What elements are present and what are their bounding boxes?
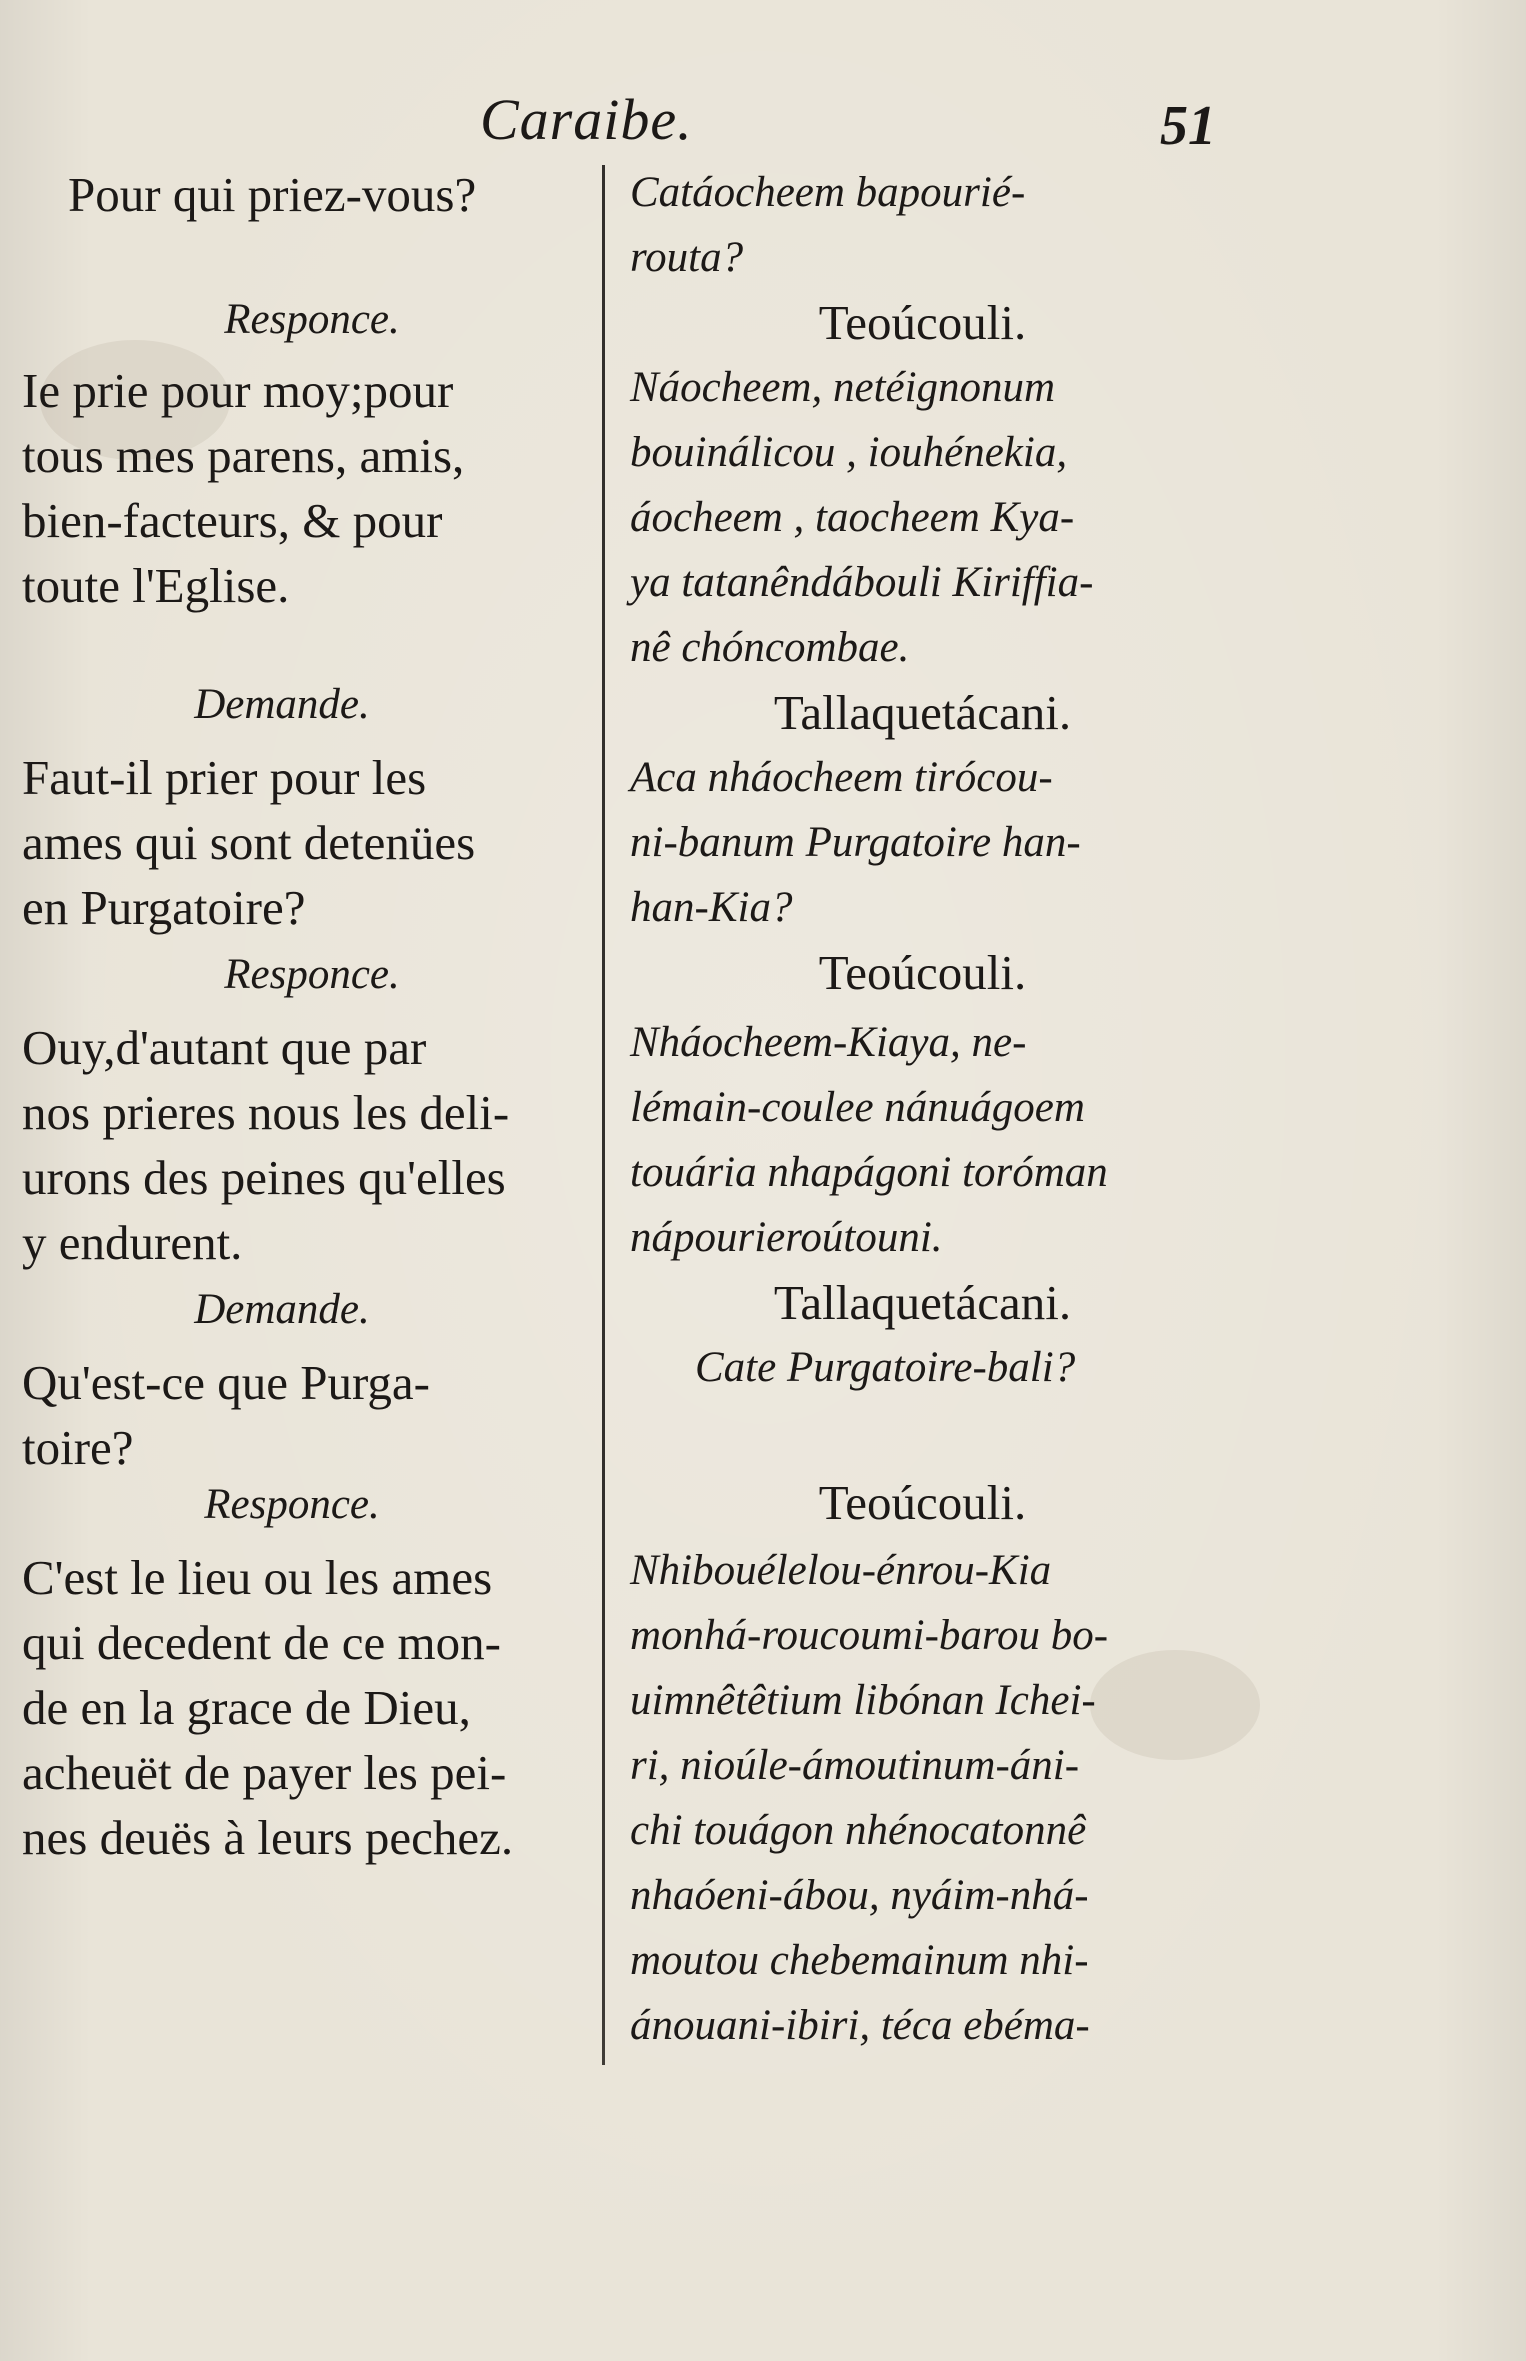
answer-3-carib: Nhibouélelou-énrou-Kia monhá-roucoumi-barou bo- uimnêtêtium libónan Ichei- ri, nioúle-ámoutinum-áni- chi touágon nhénocatonnê nhaóeni-ábou, nyáim-nhá- moutou chebemainum nhi- ánouani-ibiri, téca ebéma- [630,1547,1109,2049]
label-response-1: Responce. [224,296,400,343]
answer-1-carib: Náocheem, netéignonum bouinálicou , iouhénekia, áocheem , taocheem Kya- ya tatanêndábouli Kiriffia- nê chóncombae. [630,364,1094,671]
label-demand-2: Demande. [194,1286,370,1333]
answer-2-carib: Nháocheem-Kiaya, ne- lémain-coulee nánuágoem touária nhapágoni toróman nápourieroútouni. [630,1019,1108,1261]
answer-3: C'est le lieu ou les ames qui decedent de ce mon- de en la grace de Dieu, acheuët de payer les pei- nes deuës à leurs pechez. [22,1550,514,1865]
label-response-1-carib: Teoúcouli. [818,295,1027,350]
question-1: Pour qui priez-vous? [68,167,477,222]
label-demand-2-carib: Tallaquetácani. [773,1275,1072,1330]
label-response-3: Responce. [204,1481,380,1528]
label-demand-1: Demande. [194,681,370,728]
question-3-carib: Cate Purgatoire-bali? [695,1344,1076,1391]
question-2: Faut-il prier pour les ames qui sont detenües en Purgatoire? [22,750,476,935]
answer-1: Ie prie pour moy;pour tous mes parens, amis, bien-facteurs, & pour toute l'Eglise. [22,363,465,613]
label-response-3-carib: Teoúcouli. [818,1475,1027,1530]
column-divider [602,165,605,2065]
page-number: 51 [1160,95,1216,157]
answer-2: Ouy,d'autant que par nos prieres nous les deli- urons des peines qu'elles y endurent. [22,1020,510,1270]
label-demand-1-carib: Tallaquetácani. [773,685,1072,740]
question-1-carib: Catáocheem bapourié- routa? [630,169,1026,281]
label-response-2: Responce. [224,951,400,998]
question-2-carib: Aca nháocheem tirócou- ni-banum Purgatoire han- han-Kia? [630,754,1081,931]
question-3: Qu'est-ce que Purga- toire? [22,1355,430,1475]
running-header: Caraibe. [480,87,693,152]
label-response-2-carib: Teoúcouli. [818,945,1027,1000]
